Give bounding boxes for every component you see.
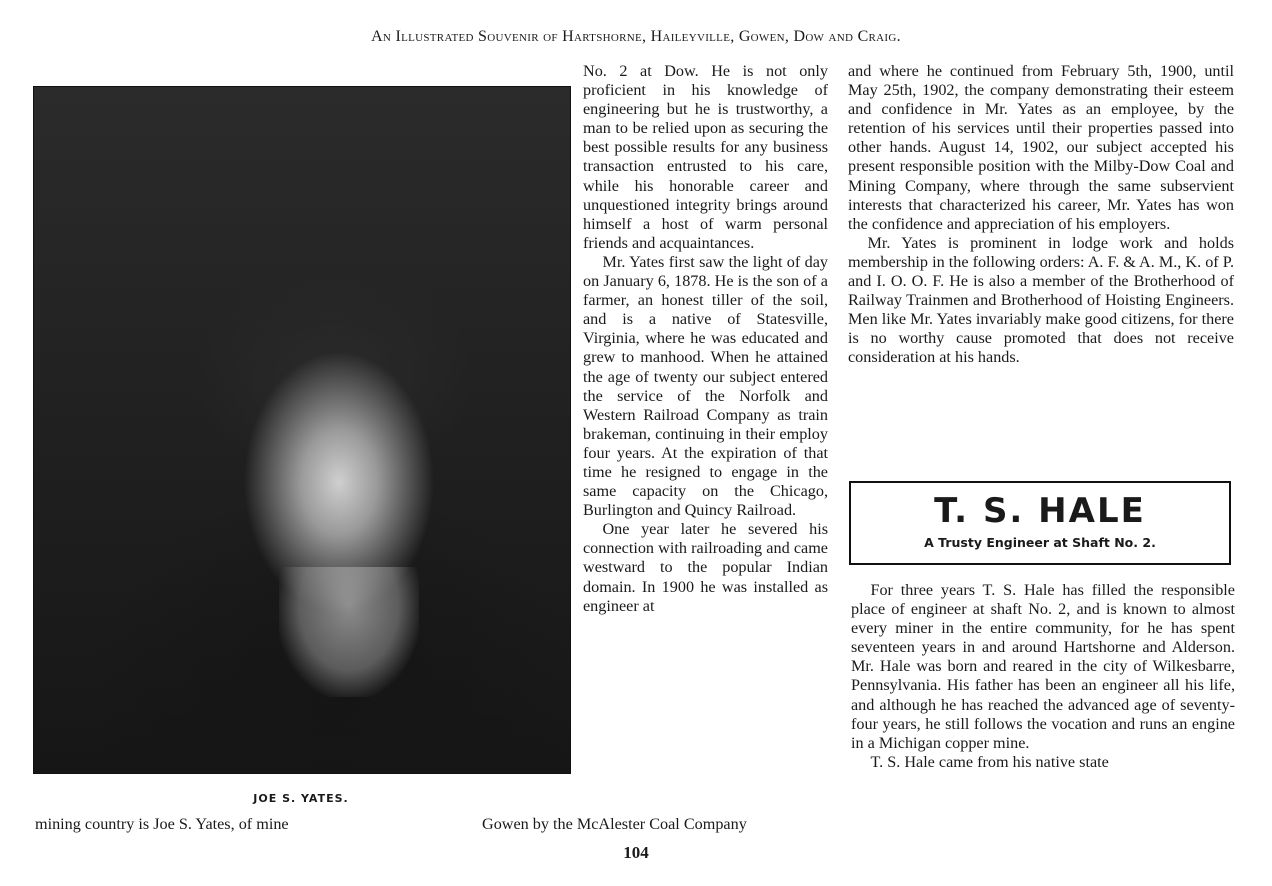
article-column-2 [583,62,828,616]
col2-paragraph-3: One year later he severed his connection with railroading and came westward to the popular Indian domain. In 1900 he was installed as engineer at [583,520,828,615]
bottom-line-middle: Gowen by the McAlester Coal Company [482,815,747,833]
article-column-3-lower [851,581,1235,772]
col3-paragraph-2: Mr. Yates is prominent in lodge work and holds membership in the following orders: A. F. & A. M., K. of P. and I. O. O. F. He is also a member of the Brotherhood of Railway Trainmen and Brotherhood of Hoisting Engineers. Men like Mr. Yates invariably make good citizens, for there is no worthy cause promoted that does not receive consideration at his hands. [848,233,1234,367]
col2-paragraph-2: Mr. Yates first saw the light of day on January 6, 1878. He is the son of a farmer, an honest tiller of the soil, and is a native of Statesville, Virginia, where he was educated and grew to manhood. When he attained the age of twenty our subject entered the service of the Norfolk and Western Railroad Company as train brakeman, continuing in their employ four years. At the expiration of that time he resigned to engage in the same capacity on the Chicago, Burlington and Quincy Railroad. [583,252,828,520]
portrait-collar-highlight [279,567,419,697]
col3-paragraph-1: and where he continued from February 5th, 1900, until May 25th, 1902, the company demonstrating their esteem and confidence in Mr. Yates as an employee, by the retention of his services until their properties passed into other hands. August 14, 1902, our subject accepted his present responsible position with the Milby-Dow Coal and Mining Company, where through the same subservient interests that characterized his career, Mr. Yates has won the confidence and appreciation of his employers. [848,62,1234,233]
col3b-paragraph-2: T. S. Hale came from his native state [870,752,1109,771]
bottom-line-left: mining country is Joe S. Yates, of mine [35,815,289,833]
photo-caption: JOE S. YATES. [253,792,349,805]
section-heading-box [849,481,1231,565]
section-subtitle: A Trusty Engineer at Shaft No. 2. [924,535,1156,550]
col2-paragraph-1: No. 2 at Dow. He is not only proficient in his knowledge of engineering but he is trustworthy, a man to be relied upon as securing the best possible results for any business transaction entrusted to his care, while his honorable career and unquestioned integrity brings around himself a host of warm personal friends and acquaintances. [583,62,828,252]
article-column-3 [848,62,1234,368]
page-number: 104 [623,843,649,862]
section-title: T. S. HALE [934,491,1146,531]
running-header: An Illustrated Souvenir of Hartshorne, Haileyville, Gowen, Dow and Craig. [371,28,901,45]
portrait-photo [33,86,571,774]
col3b-paragraph-1: For three years T. S. Hale has filled the responsible place of engineer at shaft No. 2, and is known to almost every miner in the entire community, for he has spent seventeen years in and around Hartshorne and Alderson. Mr. Hale was born and reared in the city of Wilkesbarre, Pennsylvania. His father has been an engineer all his life, and although he has reached the advanced age of seventy-four years, he still follows the vocation and runs an engine in a Michigan copper mine. [851,581,1235,752]
